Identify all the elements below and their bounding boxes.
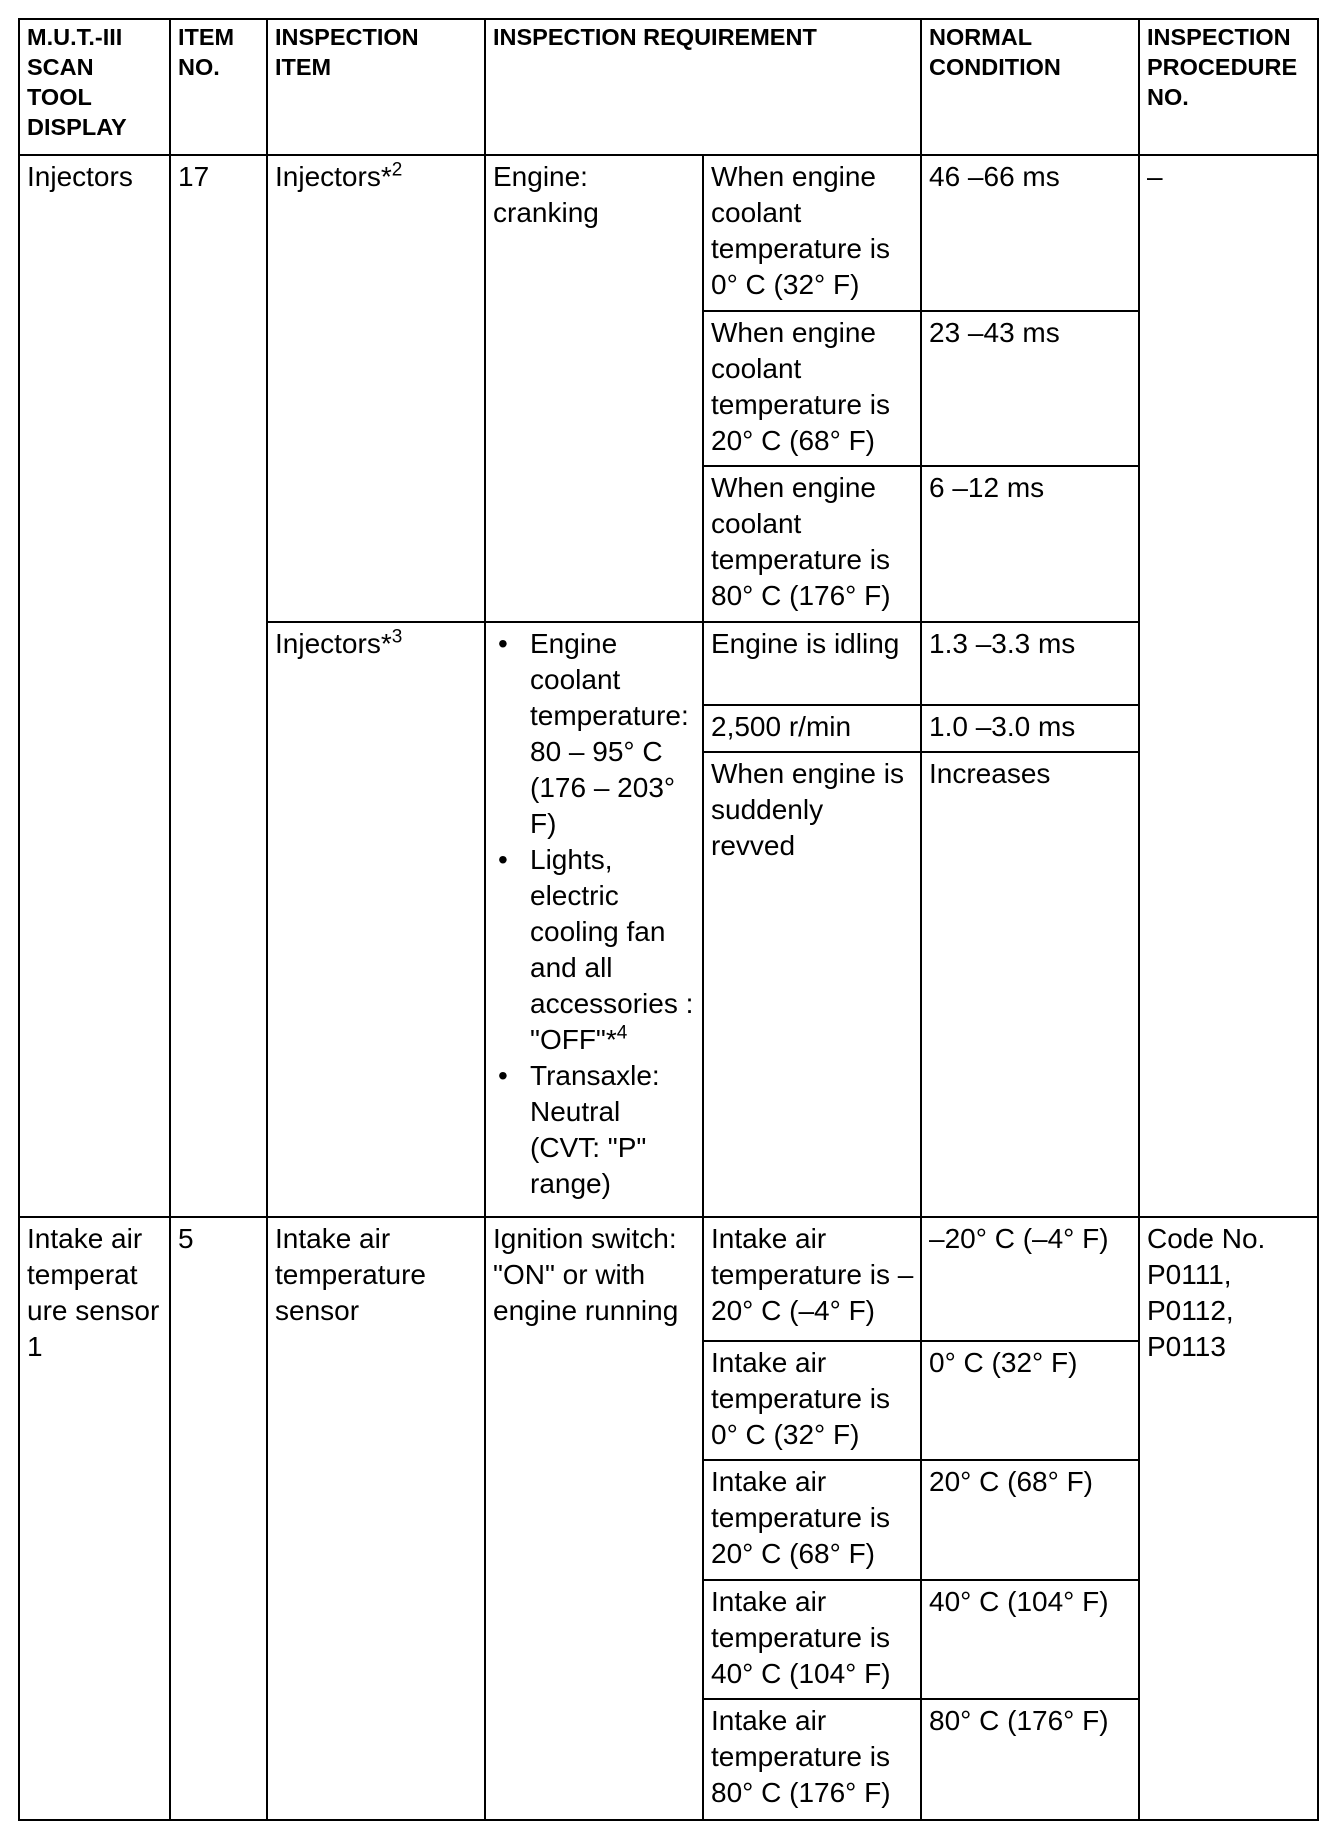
normal-condition-cell: 6 –12 ms: [921, 466, 1139, 622]
intake-air-display-cell: Intake air temperat ure sensor 1: [19, 1217, 170, 1820]
header-normal-condition: NORMAL CONDITION: [921, 19, 1139, 155]
header-inspection-procedure: INSPECTION PROCEDURE NO.: [1139, 19, 1318, 155]
intake-air-item-cell: Intake air temperature sensor: [267, 1217, 485, 1820]
condition-cell: Intake air temperature is 20° C (68° F): [703, 1460, 921, 1580]
injectors-item-no-cell: 17: [170, 155, 267, 1217]
header-inspection-requirement: INSPECTION REQUIREMENT: [485, 19, 921, 155]
header-scan-tool-display: M.U.T.-III SCAN TOOL DISPLAY: [19, 19, 170, 155]
intake-air-item-no-cell: 5: [170, 1217, 267, 1820]
condition-cell: Intake air temperature is –20° C (–4° F): [703, 1217, 921, 1341]
condition-cell: Engine is idling: [703, 622, 921, 705]
condition-cell: When engine coolant temperature is 80° C (176° F): [703, 466, 921, 622]
list-item: • Lights, electric cooling fan and all accessories : "OFF"*$^4$: [530, 842, 696, 1058]
normal-condition-cell: 80° C (176° F): [921, 1699, 1139, 1820]
normal-condition-cell: 1.0 –3.0 ms: [921, 705, 1139, 752]
injectors-item-a-cell: Injectors*$^2$: [267, 155, 485, 622]
header-inspection-item: INSPECTION ITEM: [267, 19, 485, 155]
intake-air-procedure-cell: Code No. P0111, P0112, P0113: [1139, 1217, 1318, 1820]
injectors-procedure-cell: –: [1139, 155, 1318, 1217]
list-item: • Engine coolant temperature: 80 – 95° C (176 – 203° F): [530, 626, 696, 842]
normal-condition-cell: 0° C (32° F): [921, 1341, 1139, 1460]
normal-condition-cell: Increases: [921, 752, 1139, 1217]
inspection-table: [18, 18, 1319, 1821]
condition-cell: Intake air temperature is 40° C (104° F): [703, 1580, 921, 1699]
normal-condition-cell: –20° C (–4° F): [921, 1217, 1139, 1341]
normal-condition-cell: 40° C (104° F): [921, 1580, 1139, 1699]
requirement-list: [493, 626, 696, 1202]
header-row: [19, 19, 1318, 155]
normal-condition-cell: 46 –66 ms: [921, 155, 1139, 311]
normal-condition-cell: 23 –43 ms: [921, 311, 1139, 466]
injectors-item-b-cell: Injectors*$^3$: [267, 622, 485, 1217]
condition-cell: When engine is suddenly revved: [703, 752, 921, 1217]
table-row: [19, 155, 1318, 311]
condition-cell: Intake air temperature is 0° C (32° F): [703, 1341, 921, 1460]
injectors-display-cell: Injectors: [19, 155, 170, 1217]
condition-cell: When engine coolant temperature is 20° C (68° F): [703, 311, 921, 466]
condition-cell: When engine coolant temperature is 0° C (32° F): [703, 155, 921, 311]
condition-cell: Intake air temperature is 80° C (176° F): [703, 1699, 921, 1820]
table-row: [19, 1217, 1318, 1341]
intake-air-requirement-cell: Ignition switch: "ON" or with engine running: [485, 1217, 703, 1820]
list-item: • Transaxle: Neutral (CVT: "P" range): [530, 1058, 696, 1202]
injectors-requirement-a-cell: Engine: cranking: [485, 155, 703, 622]
header-item-no: ITEM NO.: [170, 19, 267, 155]
normal-condition-cell: 1.3 –3.3 ms: [921, 622, 1139, 705]
normal-condition-cell: 20° C (68° F): [921, 1460, 1139, 1580]
injectors-requirement-b-cell: [485, 622, 703, 1217]
condition-cell: 2,500 r/min: [703, 705, 921, 752]
